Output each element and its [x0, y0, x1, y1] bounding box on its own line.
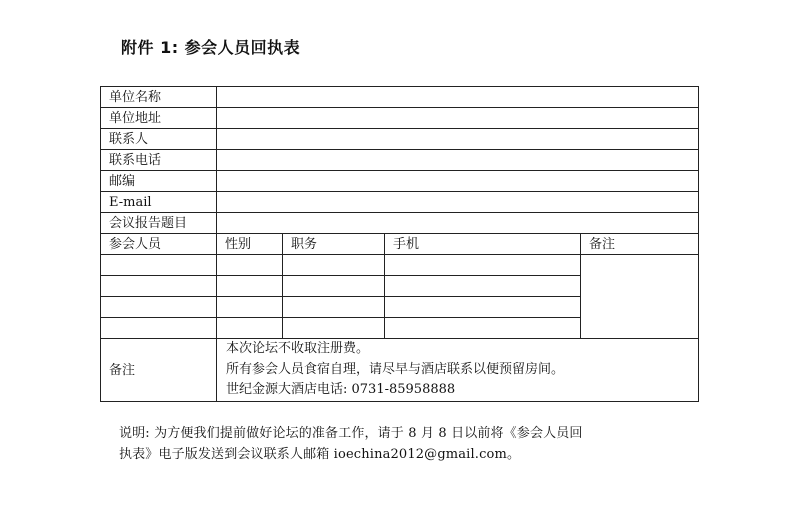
attendee-mobile-cell[interactable] [385, 255, 581, 276]
attendee-mobile-cell[interactable] [385, 297, 581, 318]
column-header-gender: 性别 [217, 234, 283, 255]
form-row-report-title [101, 213, 699, 234]
form-label: 邮编 [101, 171, 217, 192]
form-row-email [101, 192, 699, 213]
form-value-postcode[interactable] [217, 171, 699, 192]
attendee-row [101, 255, 699, 276]
form-label: 联系人 [101, 129, 217, 150]
attendee-gender-cell[interactable] [217, 297, 283, 318]
attendee-header-row [101, 234, 699, 255]
remark-line: 所有参会人员食宿自理，请尽早与酒店联系以便预留房间。 [226, 361, 565, 377]
remarks-label: 备注 [101, 339, 217, 402]
note-line: 说明: 为方便我们提前做好论坛的准备工作，请于 8 月 8 日以前将《参会人员回 [119, 426, 583, 441]
attendee-name-cell[interactable] [101, 318, 217, 339]
form-value-email[interactable] [217, 192, 699, 213]
attendee-name-cell[interactable] [101, 276, 217, 297]
form-label: 单位地址 [101, 108, 217, 129]
remarks-content [217, 339, 699, 402]
form-label: 单位名称 [101, 87, 217, 108]
remark-line: 世纪金源大酒店电话: 0731-85958888 [226, 382, 456, 398]
form-row-unit-name [101, 87, 699, 108]
column-header-notes: 备注 [581, 234, 699, 255]
form-value-unit-name[interactable] [217, 87, 699, 108]
attendee-notes-cell[interactable] [581, 255, 699, 339]
attendee-position-cell[interactable] [283, 318, 385, 339]
attendee-name-cell[interactable] [101, 297, 217, 318]
note-line: 执表》电子版发送到会议联系人邮箱 ioechina2012@gmail.com。 [119, 446, 521, 462]
attendee-position-cell[interactable] [283, 255, 385, 276]
page-title: 附件 1: 参会人员回执表 [121, 38, 301, 57]
attendee-gender-cell[interactable] [217, 255, 283, 276]
form-row-postcode [101, 171, 699, 192]
column-header-mobile: 手机 [385, 234, 581, 255]
attendee-position-cell[interactable] [283, 297, 385, 318]
attendee-gender-cell[interactable] [217, 276, 283, 297]
remark-line: 本次论坛不收取注册费。 [226, 341, 370, 357]
column-header-attendee: 参会人员 [101, 234, 217, 255]
column-header-position: 职务 [283, 234, 385, 255]
attendee-mobile-cell[interactable] [385, 276, 581, 297]
form-row-unit-address [101, 108, 699, 129]
registration-form-table [100, 86, 699, 402]
attendee-gender-cell[interactable] [217, 318, 283, 339]
form-value-unit-address[interactable] [217, 108, 699, 129]
form-row-contact-person [101, 129, 699, 150]
form-value-contact-phone[interactable] [217, 150, 699, 171]
instruction-note [119, 424, 699, 465]
form-label: 联系电话 [101, 150, 217, 171]
form-label: E-mail [101, 192, 217, 213]
attendee-position-cell[interactable] [283, 276, 385, 297]
form-value-contact-person[interactable] [217, 129, 699, 150]
attendee-mobile-cell[interactable] [385, 318, 581, 339]
attendee-name-cell[interactable] [101, 255, 217, 276]
remarks-row [101, 339, 699, 402]
form-row-contact-phone [101, 150, 699, 171]
form-label: 会议报告题目 [101, 213, 217, 234]
form-value-report-title[interactable] [217, 213, 699, 234]
